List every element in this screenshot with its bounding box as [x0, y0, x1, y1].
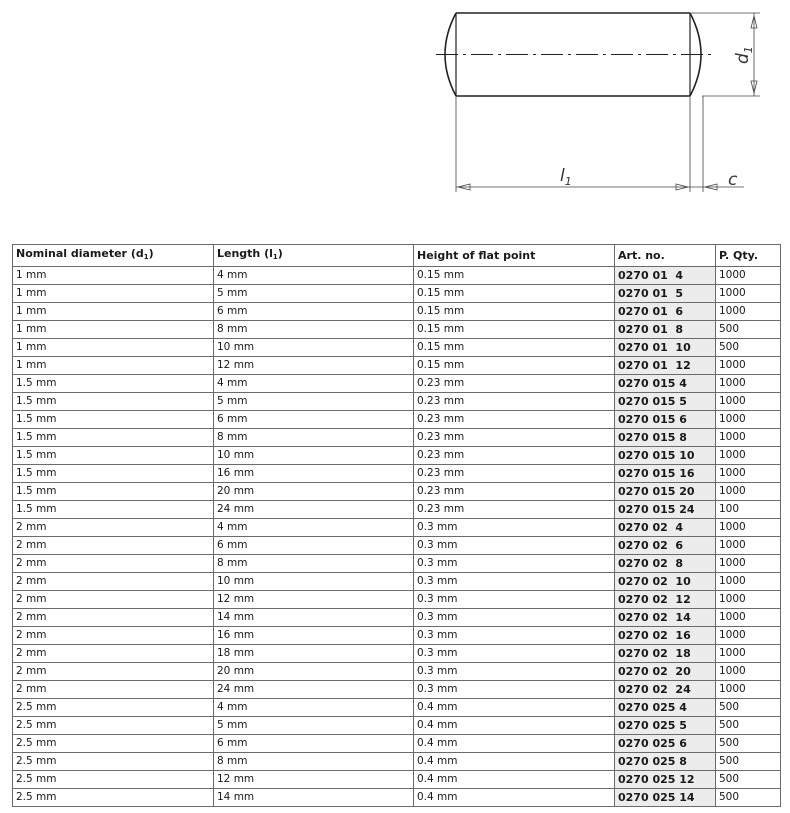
cell-pack-qty: 500	[716, 339, 781, 357]
table-row	[13, 303, 781, 321]
cell-art-no: 0270 02 4	[615, 519, 716, 537]
cell-pack-qty: 500	[716, 699, 781, 717]
cell-length: 20 mm	[214, 663, 414, 681]
cell-pack-qty: 1000	[716, 537, 781, 555]
header-subscript: 1	[143, 253, 149, 261]
cell-nominal-diameter: 2.5 mm	[13, 717, 214, 735]
table-row	[13, 573, 781, 591]
cell-pack-qty: 1000	[716, 681, 781, 699]
cell-art-no: 0270 025 12	[615, 771, 716, 789]
cell-art-no: 0270 015 5	[615, 393, 716, 411]
length-label: $l_1$	[560, 166, 572, 188]
header-label: P. Qty.	[719, 249, 758, 262]
header-label: Length (l	[217, 247, 273, 260]
cell-flat-point-height: 0.23 mm	[414, 501, 615, 519]
cell-pack-qty: 1000	[716, 447, 781, 465]
cell-length: 6 mm	[214, 537, 414, 555]
cell-pack-qty: 1000	[716, 465, 781, 483]
cell-flat-point-height: 0.3 mm	[414, 663, 615, 681]
cell-nominal-diameter: 1.5 mm	[13, 465, 214, 483]
table-row	[13, 375, 781, 393]
cell-pack-qty: 1000	[716, 357, 781, 375]
cell-length: 20 mm	[214, 483, 414, 501]
table-row	[13, 771, 781, 789]
table-row	[13, 321, 781, 339]
cell-nominal-diameter: 2.5 mm	[13, 699, 214, 717]
cell-flat-point-height: 0.3 mm	[414, 519, 615, 537]
table-row	[13, 717, 781, 735]
cell-art-no: 0270 015 20	[615, 483, 716, 501]
cell-pack-qty: 1000	[716, 303, 781, 321]
cell-art-no: 0270 015 16	[615, 465, 716, 483]
cell-nominal-diameter: 1.5 mm	[13, 501, 214, 519]
table-row	[13, 357, 781, 375]
cell-nominal-diameter: 1 mm	[13, 285, 214, 303]
cell-flat-point-height: 0.15 mm	[414, 267, 615, 285]
cell-art-no: 0270 025 5	[615, 717, 716, 735]
cell-nominal-diameter: 1 mm	[13, 357, 214, 375]
dowel-pin-technical-drawing	[420, 0, 790, 200]
diameter-label: $d_1$	[733, 46, 755, 64]
cell-flat-point-height: 0.15 mm	[414, 303, 615, 321]
cell-pack-qty: 100	[716, 501, 781, 519]
cell-art-no: 0270 01 12	[615, 357, 716, 375]
cell-length: 12 mm	[214, 357, 414, 375]
cell-length: 14 mm	[214, 789, 414, 807]
cell-art-no: 0270 02 10	[615, 573, 716, 591]
cell-flat-point-height: 0.3 mm	[414, 609, 615, 627]
cell-nominal-diameter: 2.5 mm	[13, 753, 214, 771]
cell-nominal-diameter: 2 mm	[13, 681, 214, 699]
cell-nominal-diameter: 1.5 mm	[13, 411, 214, 429]
table-row	[13, 429, 781, 447]
table-row	[13, 663, 781, 681]
cell-nominal-diameter: 2 mm	[13, 609, 214, 627]
cell-flat-point-height: 0.3 mm	[414, 627, 615, 645]
cell-art-no: 0270 02 18	[615, 645, 716, 663]
cell-pack-qty: 1000	[716, 645, 781, 663]
cell-nominal-diameter: 1 mm	[13, 339, 214, 357]
cell-flat-point-height: 0.4 mm	[414, 699, 615, 717]
table-row	[13, 555, 781, 573]
cell-art-no: 0270 01 5	[615, 285, 716, 303]
table-row	[13, 645, 781, 663]
cell-art-no: 0270 015 24	[615, 501, 716, 519]
cell-art-no: 0270 015 6	[615, 411, 716, 429]
cell-flat-point-height: 0.23 mm	[414, 429, 615, 447]
header-label: Nominal diameter (d	[16, 247, 144, 260]
header-pack-qty	[716, 245, 781, 267]
cell-length: 6 mm	[214, 411, 414, 429]
cell-length: 6 mm	[214, 303, 414, 321]
cell-nominal-diameter: 2 mm	[13, 519, 214, 537]
cell-nominal-diameter: 2 mm	[13, 663, 214, 681]
cell-length: 6 mm	[214, 735, 414, 753]
cell-nominal-diameter: 2 mm	[13, 573, 214, 591]
cell-nominal-diameter: 2 mm	[13, 537, 214, 555]
cell-flat-point-height: 0.3 mm	[414, 573, 615, 591]
cell-art-no: 0270 02 20	[615, 663, 716, 681]
cell-pack-qty: 500	[716, 789, 781, 807]
cell-flat-point-height: 0.3 mm	[414, 591, 615, 609]
cell-pack-qty: 500	[716, 321, 781, 339]
header-nominal-diameter	[13, 245, 214, 267]
table-row	[13, 591, 781, 609]
cell-length: 14 mm	[214, 609, 414, 627]
cell-art-no: 0270 015 8	[615, 429, 716, 447]
table-row	[13, 411, 781, 429]
cell-length: 16 mm	[214, 465, 414, 483]
header-subscript: 1	[272, 253, 278, 261]
header-flat-point-height	[414, 245, 615, 267]
table-row	[13, 789, 781, 807]
cell-length: 12 mm	[214, 591, 414, 609]
cell-length: 8 mm	[214, 429, 414, 447]
cell-flat-point-height: 0.23 mm	[414, 465, 615, 483]
cell-art-no: 0270 02 24	[615, 681, 716, 699]
cell-flat-point-height: 0.4 mm	[414, 717, 615, 735]
table-row	[13, 537, 781, 555]
cell-pack-qty: 1000	[716, 555, 781, 573]
cell-nominal-diameter: 1.5 mm	[13, 375, 214, 393]
cell-pack-qty: 1000	[716, 483, 781, 501]
cell-pack-qty: 1000	[716, 573, 781, 591]
cell-nominal-diameter: 2.5 mm	[13, 771, 214, 789]
cell-flat-point-height: 0.4 mm	[414, 771, 615, 789]
cell-length: 5 mm	[214, 393, 414, 411]
cell-nominal-diameter: 1 mm	[13, 267, 214, 285]
cell-length: 4 mm	[214, 267, 414, 285]
cell-pack-qty: 1000	[716, 429, 781, 447]
cell-flat-point-height: 0.23 mm	[414, 483, 615, 501]
cell-length: 16 mm	[214, 627, 414, 645]
cell-art-no: 0270 025 8	[615, 753, 716, 771]
cell-art-no: 0270 01 10	[615, 339, 716, 357]
cell-length: 24 mm	[214, 501, 414, 519]
header-label: Art. no.	[618, 249, 665, 262]
header-length	[214, 245, 414, 267]
cell-nominal-diameter: 2 mm	[13, 645, 214, 663]
cell-art-no: 0270 02 12	[615, 591, 716, 609]
cell-flat-point-height: 0.3 mm	[414, 537, 615, 555]
cell-nominal-diameter: 1.5 mm	[13, 447, 214, 465]
cell-flat-point-height: 0.23 mm	[414, 411, 615, 429]
cell-flat-point-height: 0.15 mm	[414, 339, 615, 357]
cell-length: 10 mm	[214, 339, 414, 357]
table-row	[13, 393, 781, 411]
table-row	[13, 339, 781, 357]
cell-nominal-diameter: 2 mm	[13, 555, 214, 573]
cell-length: 18 mm	[214, 645, 414, 663]
cell-flat-point-height: 0.23 mm	[414, 375, 615, 393]
cell-art-no: 0270 01 6	[615, 303, 716, 321]
cell-pack-qty: 1000	[716, 393, 781, 411]
cell-nominal-diameter: 1.5 mm	[13, 483, 214, 501]
cell-length: 10 mm	[214, 447, 414, 465]
cell-length: 8 mm	[214, 321, 414, 339]
cell-art-no: 0270 025 14	[615, 789, 716, 807]
table-row	[13, 753, 781, 771]
cell-length: 4 mm	[214, 699, 414, 717]
cell-flat-point-height: 0.3 mm	[414, 555, 615, 573]
cell-length: 5 mm	[214, 717, 414, 735]
cell-flat-point-height: 0.4 mm	[414, 735, 615, 753]
cell-length: 12 mm	[214, 771, 414, 789]
table-row	[13, 285, 781, 303]
cell-flat-point-height: 0.23 mm	[414, 447, 615, 465]
cell-art-no: 0270 015 4	[615, 375, 716, 393]
dimension-lines	[456, 13, 760, 192]
cell-pack-qty: 500	[716, 717, 781, 735]
header-art-no	[615, 245, 716, 267]
cell-art-no: 0270 01 8	[615, 321, 716, 339]
cell-art-no: 0270 025 6	[615, 735, 716, 753]
cell-nominal-diameter: 1 mm	[13, 303, 214, 321]
cell-nominal-diameter: 1.5 mm	[13, 429, 214, 447]
cell-flat-point-height: 0.3 mm	[414, 681, 615, 699]
cell-pack-qty: 500	[716, 735, 781, 753]
cell-art-no: 0270 02 6	[615, 537, 716, 555]
table-row	[13, 681, 781, 699]
table-row	[13, 699, 781, 717]
table-row	[13, 447, 781, 465]
cell-flat-point-height: 0.15 mm	[414, 321, 615, 339]
cell-art-no: 0270 025 4	[615, 699, 716, 717]
table-row	[13, 465, 781, 483]
cell-length: 8 mm	[214, 555, 414, 573]
cell-pack-qty: 1000	[716, 627, 781, 645]
cell-art-no: 0270 01 4	[615, 267, 716, 285]
cell-flat-point-height: 0.3 mm	[414, 645, 615, 663]
chamfer-label: c	[728, 170, 738, 190]
cell-length: 24 mm	[214, 681, 414, 699]
cell-pack-qty: 1000	[716, 663, 781, 681]
cell-length: 4 mm	[214, 519, 414, 537]
cell-pack-qty: 1000	[716, 267, 781, 285]
cell-flat-point-height: 0.4 mm	[414, 789, 615, 807]
cell-nominal-diameter: 2.5 mm	[13, 735, 214, 753]
cell-length: 4 mm	[214, 375, 414, 393]
table-row	[13, 501, 781, 519]
header-label: Height of flat point	[417, 249, 536, 262]
cell-pack-qty: 1000	[716, 519, 781, 537]
cell-art-no: 0270 02 16	[615, 627, 716, 645]
cell-pack-qty: 1000	[716, 411, 781, 429]
header-suffix: )	[148, 247, 154, 260]
table-header-row	[13, 245, 781, 267]
table-row	[13, 609, 781, 627]
cell-nominal-diameter: 2 mm	[13, 591, 214, 609]
cell-nominal-diameter: 2.5 mm	[13, 789, 214, 807]
cell-nominal-diameter: 1 mm	[13, 321, 214, 339]
cell-length: 8 mm	[214, 753, 414, 771]
cell-pack-qty: 1000	[716, 375, 781, 393]
cell-pack-qty: 500	[716, 753, 781, 771]
table-row	[13, 519, 781, 537]
cell-nominal-diameter: 2 mm	[13, 627, 214, 645]
cell-pack-qty: 1000	[716, 285, 781, 303]
cell-art-no: 0270 02 14	[615, 609, 716, 627]
cell-length: 10 mm	[214, 573, 414, 591]
cell-flat-point-height: 0.4 mm	[414, 753, 615, 771]
cell-length: 5 mm	[214, 285, 414, 303]
table-row	[13, 735, 781, 753]
cell-nominal-diameter: 1.5 mm	[13, 393, 214, 411]
dowel-pin-spec-table	[12, 244, 781, 807]
cell-art-no: 0270 015 10	[615, 447, 716, 465]
cell-pack-qty: 500	[716, 771, 781, 789]
table-body	[13, 267, 781, 807]
header-suffix: )	[277, 247, 283, 260]
table-row	[13, 627, 781, 645]
cell-flat-point-height: 0.23 mm	[414, 393, 615, 411]
cell-pack-qty: 1000	[716, 591, 781, 609]
cell-pack-qty: 1000	[716, 609, 781, 627]
table-row	[13, 267, 781, 285]
cell-flat-point-height: 0.15 mm	[414, 285, 615, 303]
table-row	[13, 483, 781, 501]
cell-flat-point-height: 0.15 mm	[414, 357, 615, 375]
cell-art-no: 0270 02 8	[615, 555, 716, 573]
